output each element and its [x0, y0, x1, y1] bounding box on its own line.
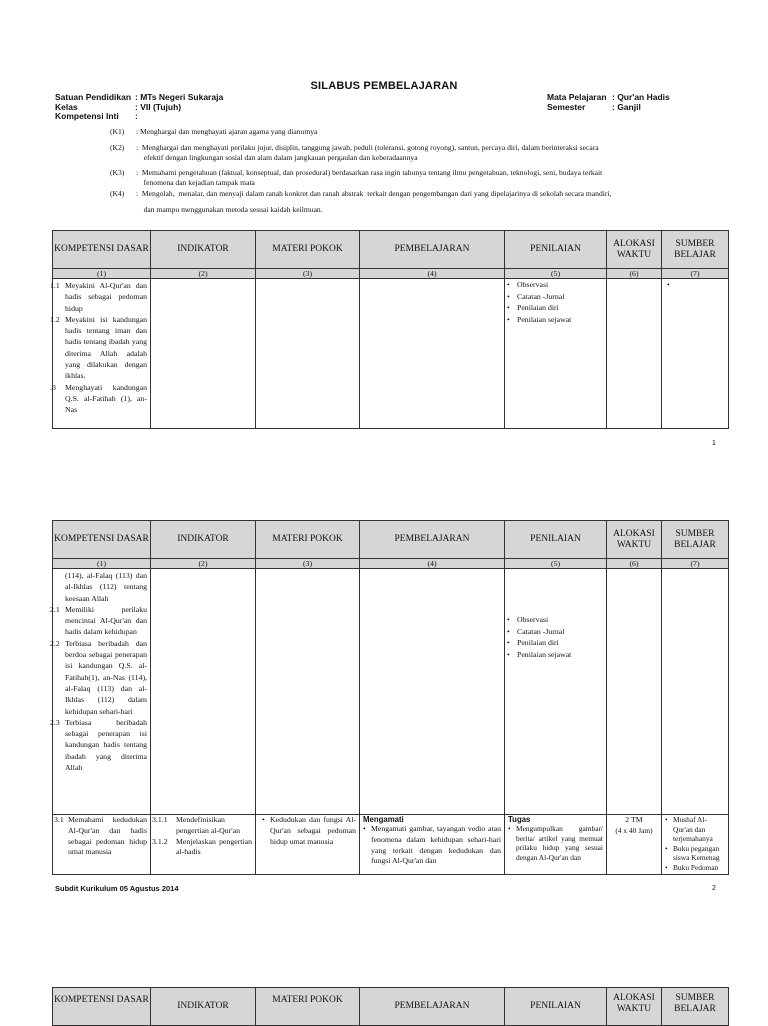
syllabus-table-page1 [52, 230, 729, 429]
ki-label: Kompetensi Inti [55, 111, 119, 121]
table-row [53, 815, 729, 875]
ki-text: fenomena dan kejadian tampak mata [136, 178, 255, 187]
materi-cell [256, 569, 360, 815]
alokasi-cell [607, 815, 662, 875]
col-materi-pokok: MATERI POKOK [256, 521, 360, 559]
pembelajaran-cell [360, 815, 505, 875]
pembelajaran-item: • Mengamati gambar, tayangan vedio atau fenomena dalam kehidupan sehari-hari yang terkait dengan kedudukan dan fungsi Al-Qur'an dan [363, 824, 501, 867]
kd-item: 1.1 Meyakini Al-Qur'an dan hadis sebagai pedoman hidup [50, 281, 147, 313]
penilaian-heading: Tugas [508, 815, 531, 824]
document-title: SILABUS PEMBELAJARAN [310, 80, 458, 92]
materi-cell [256, 815, 360, 875]
header-left [55, 93, 223, 122]
sumber-item: • Mushaf Al-Qur'an dan terjemahanya [665, 815, 725, 844]
col-kompetensi-dasar: KOMPETENSI DASAR [53, 988, 151, 1026]
ki-text: dan mampu menggunakan metoda sesuai kaidah keilmuan. [136, 205, 323, 214]
kd-item: 2.1 Memiliki perilaku mencintai Al-Qur'an dan hadis dalam kehidupan [50, 604, 147, 637]
kd-cell [50, 279, 151, 429]
kd-cell [53, 815, 151, 875]
ki-text: : Mengolah, menalar, dan menyaji dalam ranah konkret dan ranah abstrak terkait dengan pengembangan dari yang dipelajarinya di sekolah secara mandiri, [136, 189, 612, 198]
kd-item: 2.3 Terbiasa beribadah sebagai penerapan isi kandungan hadis tentang ibadah yang diterima Allah [50, 717, 147, 773]
sumber-item: • Buku Pedoman [665, 863, 725, 873]
indikator-item: 3.1.2 Menjelaskan pengertian al-hadis [152, 836, 252, 857]
col-number: (2) [151, 269, 256, 279]
sumber-cell [662, 279, 729, 429]
ki-text: : Menghargai dan menghayati ajaran agama yang dianutnya [136, 127, 318, 136]
column-number-row [53, 559, 729, 569]
ki-code: (K1) [110, 127, 125, 136]
col-number: (5) [505, 269, 607, 279]
col-number: (6) [607, 269, 662, 279]
table-row [53, 569, 729, 815]
col-materi-pokok: MATERI POKOK [256, 988, 360, 1026]
penilaian-list [505, 614, 606, 660]
list-item: • Observasi [517, 279, 606, 291]
alokasi-jam: (4 x 40 Jam) [615, 825, 653, 835]
kelas-value: : VII (Tujuh) [135, 101, 182, 112]
ki-code: (K2) [110, 143, 125, 152]
semester-value: : Ganjil [612, 101, 641, 112]
penilaian-list [505, 279, 606, 325]
penilaian-cell [505, 279, 607, 429]
ki-text: efektif dengan lingkungan sosial dan alam dalam jangkauan pergaulan dan keberadaannya [136, 153, 418, 162]
col-sumber-belajar: SUMBER BELAJAR [662, 231, 729, 269]
col-kompetensi-dasar: KOMPETENSI DASAR [53, 231, 151, 269]
alokasi-cell [607, 569, 662, 815]
list-item: • Catatan -Jurnal [517, 626, 606, 638]
column-number-row [53, 269, 729, 279]
table-row [53, 279, 729, 429]
semester-label: Semester [547, 101, 586, 112]
kd-item: 3.1 Memahami kedudukan Al-Qur'an dan hadis sebagai pedoman hidup umat manusia [54, 815, 147, 857]
materi-item: • Kedudukan dan fungsi Al-Qur'an sebagai pedoman hidup umat manusia [262, 815, 356, 847]
kd-item: 1.2 Meyakini isi kandungan hadis tentang iman dan hadis tentang ibadah yang diterima Allah adalah yang dilakukan dengan ikhlas. [50, 314, 147, 381]
col-kompetensi-dasar: KOMPETENSI DASAR [53, 521, 151, 559]
col-number: (3) [256, 559, 360, 569]
pembelajaran-cell [360, 569, 505, 815]
col-indikator: INDIKATOR [151, 231, 256, 269]
page-number: 1 [712, 440, 716, 447]
col-penilaian: PENILAIAN [505, 988, 607, 1026]
ki-list [110, 127, 730, 227]
col-indikator: INDIKATOR [151, 521, 256, 559]
kd-cell [50, 569, 151, 815]
header-right [547, 93, 670, 112]
col-sumber-belajar: SUMBER BELAJAR [662, 988, 729, 1026]
kd-continued: (114), al-Falaq (113) dan al-Ikhlas (112) tentang keesaan Allah [65, 571, 147, 603]
ki-text: : Memahami pengetahuan (faktual, konseptual, dan prosedural) berdasarkan rasa ingin tahunya tentang ilmu pengetahuan, teknologi, seni, budaya terkait [136, 168, 603, 177]
table-header-row [53, 521, 729, 559]
indikator-cell [151, 279, 256, 429]
syllabus-table-page3 [52, 987, 729, 1026]
page-footer: Subdit Kurikulum 05 Agustus 2014 [55, 884, 179, 893]
col-number: (1) [53, 559, 151, 569]
satuan-label: Satuan Pendidikan [55, 92, 132, 102]
kd-item: .3 Menghayati kandungan Q.S. al-Fatihah (1), an-Nas [50, 382, 147, 415]
ki-text: : Menghargai dan menghayati perilaku jujur, disiplin, tanggung jawab, peduli (toleransi, gotong royong), santun, percaya diri, dalam berinteraksi secara [136, 143, 599, 152]
col-penilaian: PENILAIAN [505, 521, 607, 559]
col-number: (7) [662, 269, 729, 279]
col-indikator: INDIKATOR [151, 988, 256, 1026]
col-number: (5) [505, 559, 607, 569]
indikator-item: 3.1.1 Mendefinisikan pengertian al-Qur'an [152, 815, 240, 835]
col-number: (3) [256, 269, 360, 279]
col-number: (4) [360, 269, 505, 279]
col-number: (1) [53, 269, 151, 279]
syllabus-table-page2 [52, 520, 729, 875]
col-number: (7) [662, 559, 729, 569]
sumber-cell [662, 569, 729, 815]
col-pembelajaran: PEMBELAJARAN [360, 988, 505, 1026]
penilaian-cell [505, 815, 607, 875]
table-header-row [53, 988, 729, 1026]
pembelajaran-cell [360, 279, 505, 429]
col-pembelajaran: PEMBELAJARAN [360, 231, 505, 269]
sumber-cell [662, 815, 729, 875]
mapel-value: : Qur'an Hadis [612, 92, 670, 102]
col-number: (6) [607, 559, 662, 569]
sumber-bullet: • [667, 280, 670, 289]
col-alokasi-waktu: ALOKASI WAKTU [607, 988, 662, 1026]
ki-code: (K3) [110, 168, 125, 177]
col-penilaian: PENILAIAN [505, 231, 607, 269]
list-item: • Penilaian diri [517, 637, 606, 649]
col-number: (4) [360, 559, 505, 569]
col-pembelajaran: PEMBELAJARAN [360, 521, 505, 559]
col-number: (2) [151, 559, 256, 569]
col-alokasi-waktu: ALOKASI WAKTU [607, 521, 662, 559]
table-header-row [53, 231, 729, 269]
alokasi-tm: 2 TM [625, 815, 643, 824]
list-item: • Penilaian sejawat [517, 649, 606, 661]
page-number: 2 [712, 885, 716, 892]
kd-item: 2.2 Terbiasa beribadah dan berdoa sebagai penerapan isi kandungan Q.S. al-Fatihah(1), an-Nas (114), al-Falaq (113) dan al-Ikhlas (112) dalam kehidupan sehari-hari [50, 638, 147, 716]
materi-cell [256, 279, 360, 429]
list-item: • Penilaian sejawat [517, 314, 606, 326]
mapel-label: Mata Pelajaran [547, 92, 607, 102]
ki-value: : [135, 111, 138, 121]
list-item: • Catatan -Jurnal [517, 291, 606, 303]
col-alokasi-waktu: ALOKASI WAKTU [607, 231, 662, 269]
col-materi-pokok: MATERI POKOK [256, 231, 360, 269]
list-item: • Observasi [517, 614, 606, 626]
alokasi-cell [607, 279, 662, 429]
pembelajaran-heading: Mengamati [363, 815, 404, 824]
indikator-cell [151, 569, 256, 815]
list-item: • Penilaian diri [517, 302, 606, 314]
ki-code: (K4) [110, 189, 125, 198]
kelas-label: Kelas [55, 101, 78, 112]
indikator-cell [151, 815, 256, 875]
penilaian-item: • Mengumpulkan gambar/ berita/ artikel yang memuat prilaku hidup yang sesuai dengan Al-Qur'an dan [508, 824, 603, 862]
col-sumber-belajar: SUMBER BELAJAR [662, 521, 729, 559]
satuan-value: : MTs Negeri Sukaraja [135, 92, 224, 102]
penilaian-cell [505, 569, 607, 815]
sumber-item: • Buku pegangan siswa Kemenag [665, 844, 725, 863]
